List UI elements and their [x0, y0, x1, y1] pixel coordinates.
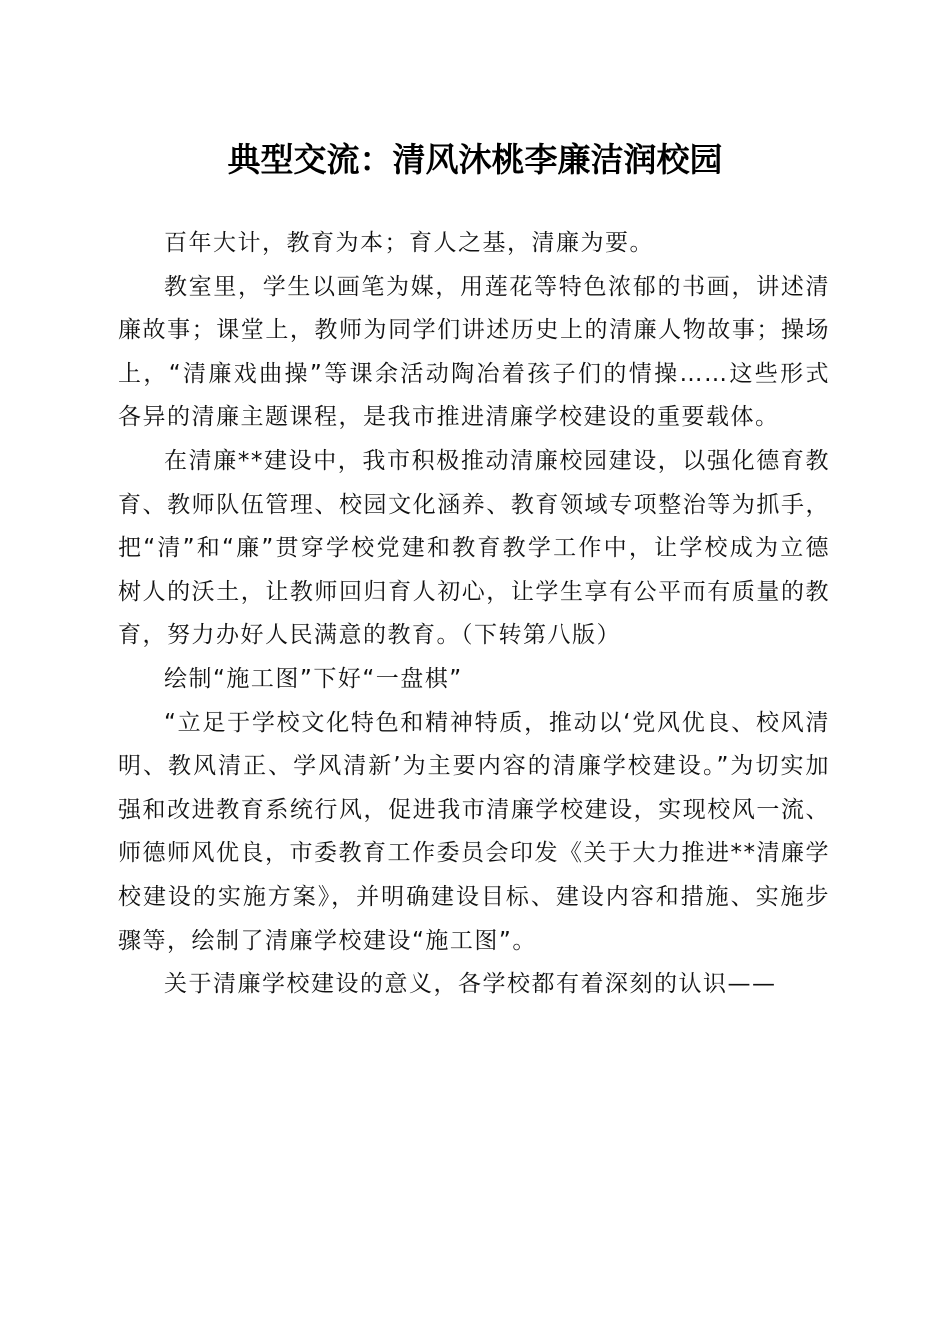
- document-title: 典型交流：清风沐桃李廉洁润校园: [227, 140, 723, 179]
- paragraph-significance: 关于清廉学校建设的意义，各学校都有着深刻的认识——: [164, 971, 777, 998]
- section-heading: 绘制“施工图”下好“一盘棋”: [164, 665, 463, 692]
- paragraph-plan: “立足于学校文化特色和精神特质，推动以‘党风优良、校风清明、教风清正、学风清新’为主要内容的清廉学校建设。”为切实加强和改进教育系统行风，促进我市清廉学校建设，实现校风一流、师德师风优良，市委教育工作委员会印发《关于大力推进**清廉学校建设的实施方案》，并明确建设目标、建设内容和措施、实施步骤等，绘制了清廉学校建设“施工图”。: [118, 709, 830, 954]
- paragraph-campus-building: 在清廉**建设中，我市积极推动清廉校园建设，以强化德育教育、教师队伍管理、校园文化涵养、教育领域专项整治等为抓手，把“清”和“廉”贯穿学校党建和教育教学工作中，让学校成为立德树人的沃土，让教师回归育人初心，让学生享有公平而有质量的教育，努力办好人民满意的教育。（下转第八版）: [118, 447, 830, 649]
- document-body: [118, 222, 830, 1007]
- paragraph-classroom: 教室里，学生以画笔为媒，用莲花等特色浓郁的书画，讲述清廉故事；课堂上，教师为同学们讲述历史上的清廉人物故事；操场上，“清廉戏曲操”等课余活动陶冶着孩子们的情操……这些形式各异的清廉主题课程，是我市推进清廉学校建设的重要载体。: [118, 273, 830, 431]
- paragraph-intro: 百年大计，教育为本；育人之基，清廉为要。: [164, 230, 654, 256]
